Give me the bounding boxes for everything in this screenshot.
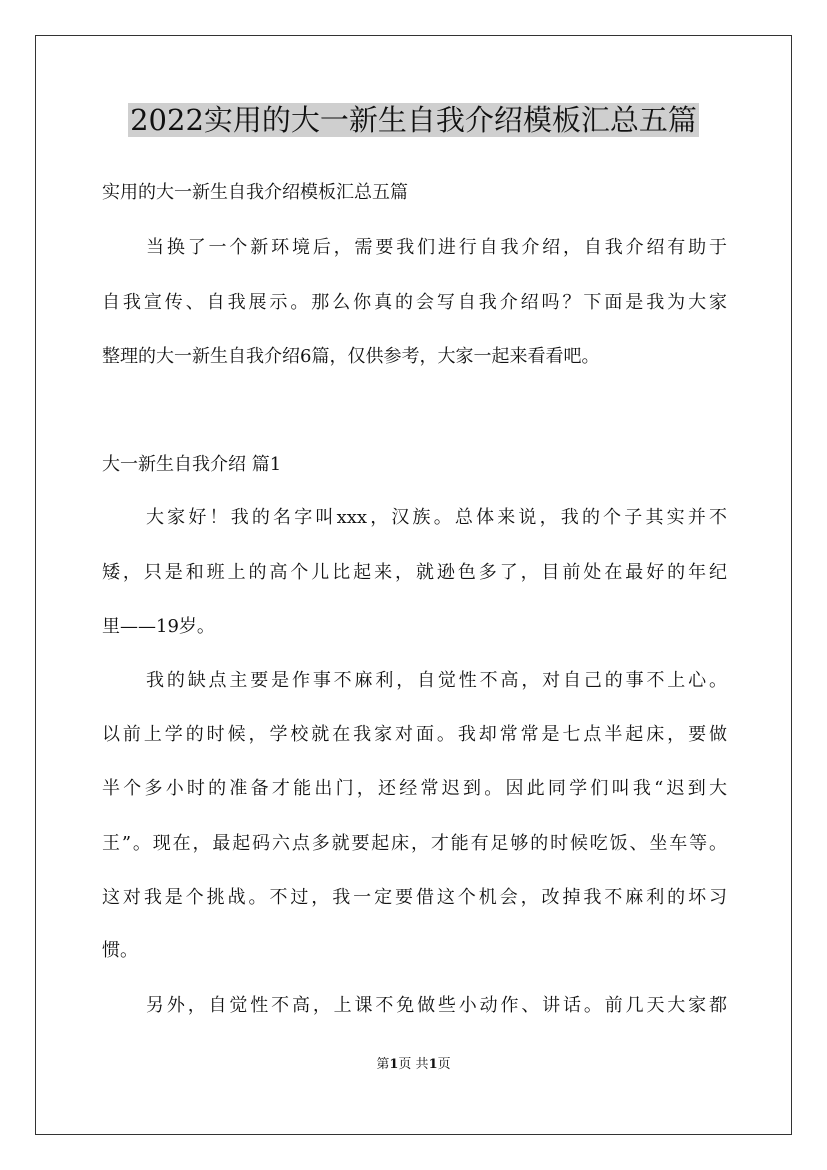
paragraph-line: 整理的大一新生自我介绍6篇，仅供参考，大家一起来看看吧。	[102, 346, 600, 367]
paragraph-line: 以前上学的时候，学校就在我家对面。我却常常是七点半起床，要做	[102, 724, 727, 745]
document-title-text: 2022实用的大一新生自我介绍模板汇总五篇	[130, 103, 697, 137]
footer-page-mid: 页 共	[398, 1057, 429, 1072]
footer-page-current: 1	[389, 1057, 399, 1072]
paragraph-line: 惯。	[102, 940, 138, 961]
footer-page-total: 1	[428, 1057, 438, 1072]
paragraph-line: 另外，自觉性不高，上课不免做些小动作、讲话。前几天大家都	[146, 995, 727, 1016]
footer-page-prefix: 第	[376, 1057, 390, 1072]
paragraph-line: 大家好！我的名字叫xxx，汉族。总体来说，我的个子其实并不	[146, 507, 727, 528]
paragraph-line: 自我宣传、自我展示。那么你真的会写自我介绍吗？下面是我为大家	[102, 292, 727, 313]
subtitle-line: 实用的大一新生自我介绍模板汇总五篇	[102, 182, 408, 203]
paragraph-line: 这对我是个挑战。不过，我一定要借这个机会，改掉我不麻利的坏习	[102, 887, 727, 908]
paragraph-line: 矮，只是和班上的高个儿比起来，就逊色多了，目前处在最好的年纪	[102, 562, 727, 583]
page-footer	[0, 1056, 827, 1074]
paragraph-line: 半个多小时的准备才能出门，还经常迟到。因此同学们叫我“迟到大	[102, 778, 727, 799]
paragraph-line: 当换了一个新环境后，需要我们进行自我介绍，自我介绍有助于	[146, 237, 727, 258]
paragraph-line: 里——19岁。	[102, 616, 215, 637]
document-title	[0, 100, 827, 140]
paragraph-line: 我的缺点主要是作事不麻利，自觉性不高，对自己的事不上心。	[146, 670, 727, 691]
footer-page-suffix: 页	[437, 1057, 451, 1072]
paragraph-line: 王”。现在，最起码六点多就要起床，才能有足够的时候吃饭、坐车等。	[102, 833, 727, 854]
section-heading: 大一新生自我介绍 篇1	[102, 454, 282, 475]
